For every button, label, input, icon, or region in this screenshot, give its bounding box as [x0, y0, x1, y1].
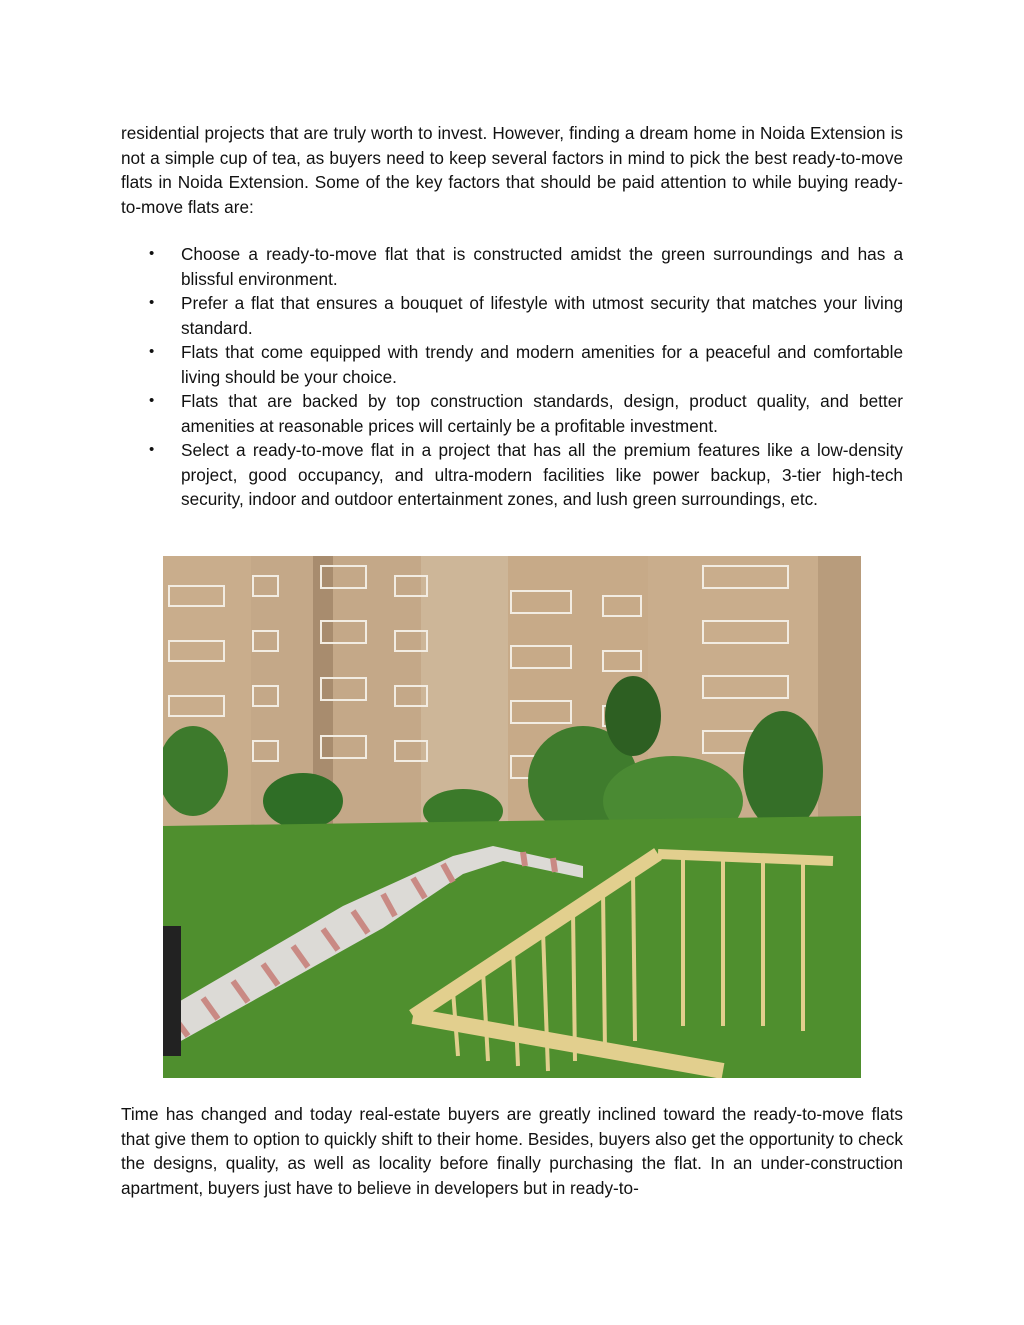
photo-illustration [163, 556, 861, 1078]
lamp-post [163, 926, 181, 1056]
intro-paragraph: residential projects that are truly worth to invest. However, finding a dream home in Noida Extension is not a simple cup of tea, as buyers need to keep several factors in mind to pick the best ready-to-move flats in Noida Extension. Some of the key factors that should be paid attention to while buying ready-to-move flats are: [121, 123, 903, 217]
list-item: • Flats that come equipped with trendy and modern amenities for a peaceful and comfortable living should be your choice. [121, 340, 903, 389]
list-item: • Choose a ready-to-move flat that is constructed amidst the green surroundings and has a blissful environment. [121, 242, 903, 291]
building-middle [421, 556, 511, 826]
list-item: • Prefer a flat that ensures a bouquet of lifestyle with utmost security that matches your living standard. [121, 291, 903, 340]
key-factors-list [121, 242, 903, 512]
apartment-complex-photo [163, 556, 861, 1078]
list-item: • Select a ready-to-move flat in a project that has all the premium features like a low-density project, good occupancy, and ultra-modern facilities like power backup, 3-tier high-tech security, indoor and outdoor entertainment zones, and lush green surroundings, etc. [121, 438, 903, 512]
closing-paragraph: Time has changed and today real-estate buyers are greatly inclined toward the ready-to-move flats that give them to option to quickly shift to their home. Besides, buyers also get the opportunity to check the designs, quality, as well as locality before finally purchasing the flat. In an under-construction apartment, buyers just have to believe in developers but in ready-to- [121, 1104, 903, 1198]
list-item: • Flats that are backed by top construction standards, design, product quality, and better amenities at reasonable prices will certainly be a profitable investment. [121, 389, 903, 438]
